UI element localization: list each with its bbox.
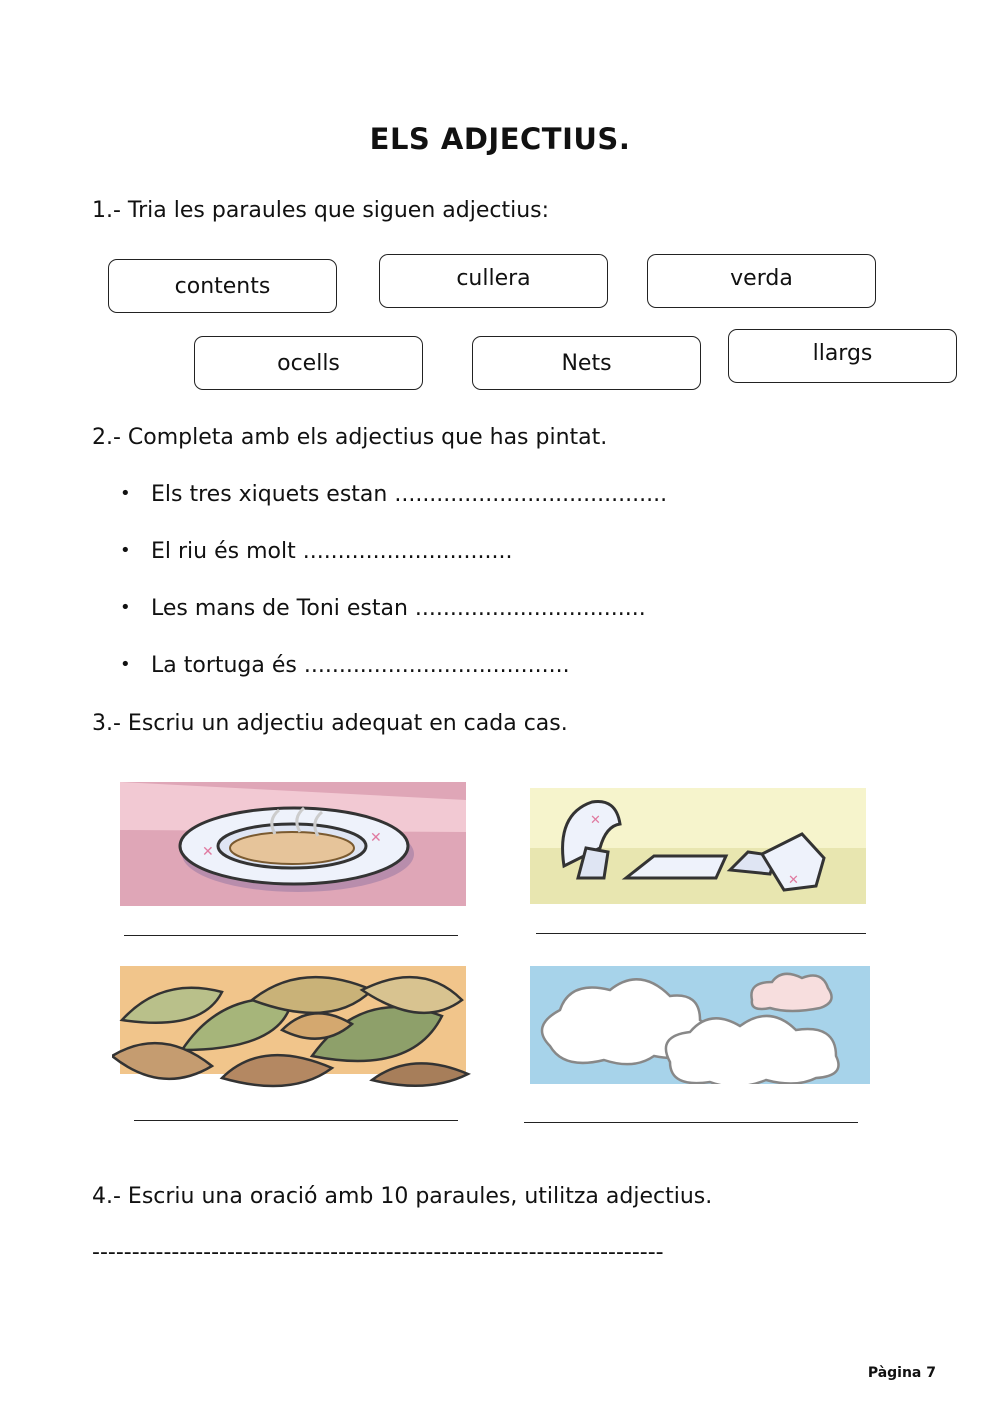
svg-text:✕: ✕ (370, 830, 382, 846)
answer-line[interactable] (134, 1120, 458, 1121)
bullet-icon: • (120, 654, 131, 675)
word-label: Nets (561, 350, 612, 376)
word-box-llargs[interactable] (728, 329, 957, 383)
page-number: Pàgina 7 (867, 1365, 936, 1381)
question-3-prompt: 3.- Escriu un adjectiu adequat en cada cas. (92, 711, 568, 736)
bullet-icon: • (120, 483, 131, 504)
word-label: contents (174, 273, 271, 299)
fill-item[interactable]: • Els tres xiquets estan ....................................... (120, 482, 668, 507)
answer-line[interactable] (536, 933, 866, 934)
plate-image (120, 782, 466, 906)
word-label: verda (730, 266, 793, 291)
dry-leaves-image (112, 960, 474, 1096)
word-label: llargs (812, 341, 873, 366)
broken-plate-image (530, 788, 866, 904)
fill-item[interactable]: • La tortuga és ...................................... (120, 653, 570, 678)
svg-text:✕: ✕ (202, 844, 214, 860)
word-box-ocells[interactable] (194, 336, 423, 390)
word-box-verda[interactable] (647, 254, 876, 308)
page-title: ELS ADJECTIUS. (369, 122, 631, 156)
fill-item[interactable]: • El riu és molt .............................. (120, 539, 513, 564)
bullet-icon: • (120, 540, 131, 561)
word-box-contents[interactable] (108, 259, 337, 313)
word-label: cullera (456, 266, 531, 291)
question-1-prompt: 1.- Tria les paraules que siguen adjectius: (92, 198, 550, 223)
clouds-image (530, 966, 870, 1084)
bullet-icon: • (120, 597, 131, 618)
svg-text:✕: ✕ (590, 813, 601, 828)
word-box-nets[interactable] (472, 336, 701, 390)
word-label: ocells (277, 350, 340, 376)
svg-text:✕: ✕ (788, 873, 799, 888)
answer-line[interactable] (124, 935, 458, 936)
word-box-cullera[interactable] (379, 254, 608, 308)
sentence-answer-line[interactable]: ------------------------------------------------------------------------ (92, 1240, 664, 1265)
answer-line[interactable] (524, 1122, 858, 1123)
question-4-prompt: 4.- Escriu una oració amb 10 paraules, utilitza adjectius. (92, 1184, 713, 1209)
question-2-prompt: 2.- Completa amb els adjectius que has pintat. (92, 425, 608, 450)
fill-item[interactable]: • Les mans de Toni estan ................................. (120, 596, 646, 621)
